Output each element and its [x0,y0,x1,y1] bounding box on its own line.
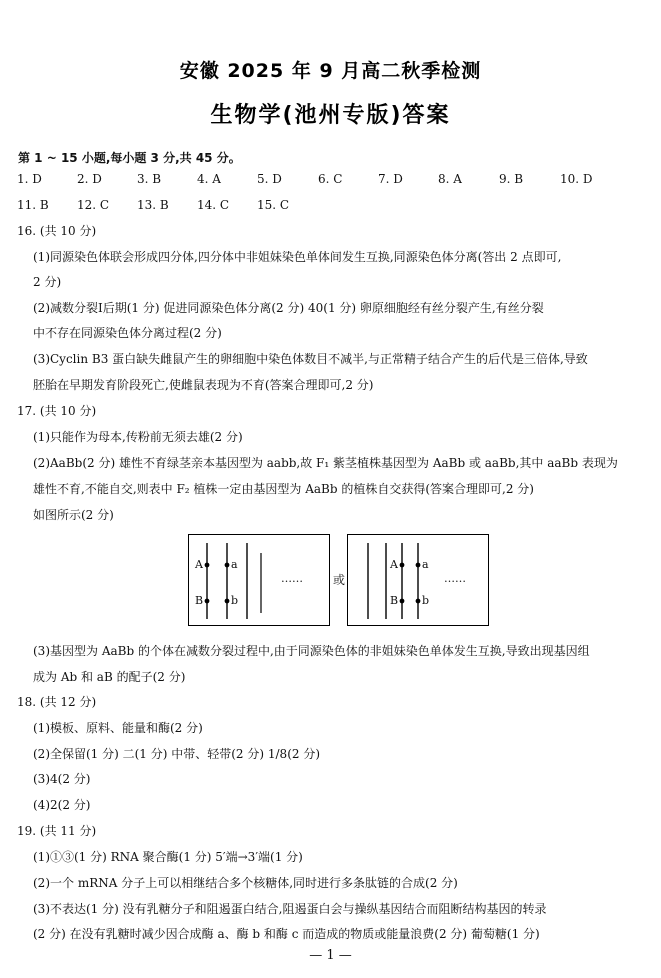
allele-label-A: A [390,558,398,571]
allele-label-a: a [231,558,238,571]
page-subtitle: 生物学(池州专版)答案 [210,103,451,128]
q16-line: (1)同源染色体联会形成四分体,四分体中非姐妹染色单体间发生互换,同源染色体分离(答出 2 点即可, [33,250,562,264]
q18-line: (1)模板、原料、能量和酶(2 分) [33,721,203,735]
choice-answer: 4. A [197,172,221,186]
q16-line: (3)Cyclin B3 蛋白缺失雌鼠产生的卵细胞中染色体数目不减半,与正常精子结合产生的后代是三倍体,导致 [33,352,588,366]
allele-label-B: B [195,594,204,607]
choice-answer: 9. B [499,172,524,186]
q17-line: 如图所示(2 分) [33,508,114,522]
q19-line: (1)①③(1 分) RNA 聚合酶(1 分) 5′端→3′端(1 分) [33,850,303,864]
choice-answer: 14. C [197,198,230,212]
choice-answer: 15. C [257,198,290,212]
q18-heading: 18. (共 12 分) [17,695,97,709]
choice-answer: 8. A [438,172,462,186]
choice-intro: 第 1 ~ 15 小题,每小题 3 分,共 45 分。 [18,151,241,165]
q16-line: (2)减数分裂Ⅰ后期(1 分) 促进同源染色体分离(2 分) 40(1 分) 卵原细胞经有丝分裂产生,有丝分裂 [33,301,544,315]
q17-line: (3)基因型为 AaBb 的个体在减数分裂过程中,由于同源染色体的非姐妹染色单体发生互换,导致出现基因组 [33,644,590,658]
allele-label-b: b [422,594,430,607]
q19-line: (2)一个 mRNA 分子上可以相继结合多个核糖体,同时进行多条肽链的合成(2 分) [33,876,458,890]
chromosome-diagram-right [347,534,489,626]
q17-line: 成为 Ab 和 aB 的配子(2 分) [33,670,186,684]
q18-line: (3)4(2 分) [33,772,91,786]
q18-line: (2)全保留(1 分) 二(1 分) 中带、轻带(2 分) 1/8(2 分) [33,747,321,761]
q19-heading: 19. (共 11 分) [17,824,97,838]
q18-line: (4)2(2 分) [33,798,91,812]
page-number: — 1 — [309,948,352,963]
choice-answer: 12. C [77,198,110,212]
q16-heading: 16. (共 10 分) [17,224,97,238]
choice-answer: 3. B [137,172,162,186]
q16-line: 2 分) [33,275,62,289]
ellipsis: …… [444,572,466,585]
choice-answer: 10. D [560,172,593,186]
allele-label-A: A [195,558,203,571]
or-label: 或 [333,573,346,587]
choice-answer: 11. B [17,198,49,212]
q17-line: 雄性不育,不能自交,则表中 F₂ 植株一定由基因型为 AaBb 的植株自交获得(答案合理即可,2 分) [33,482,534,496]
q16-line: 中不存在同源染色体分离过程(2 分) [33,326,222,340]
q19-line: (3)不表达(1 分) 没有乳糖分子和阻遏蛋白结合,阻遏蛋白会与操纵基因结合而阻断结构基因的转录 [33,902,547,916]
allele-label-b: b [231,594,239,607]
chromosome-diagram-left [188,534,330,626]
chromosome-lines [189,535,331,627]
allele-label-B: B [390,594,399,607]
page-title: 安徽 2025 年 9 月高二秋季检测 [179,60,482,82]
q19-line: (2 分) 在没有乳糖时减少因合成酶 a、酶 b 和酶 c 而造成的物质或能量浪费(2 分) 葡萄糖(1 分) [33,927,540,941]
choice-answer: 5. D [257,172,282,186]
ellipsis: …… [281,572,303,585]
choice-answer: 6. C [318,172,343,186]
chromosome-lines [348,535,490,627]
allele-label-a: a [422,558,429,571]
choice-answer: 13. B [137,198,169,212]
choice-answer: 1. D [17,172,42,186]
q17-heading: 17. (共 10 分) [17,404,97,418]
q17-line: (2)AaBb(2 分) 雄性不育绿茎亲本基因型为 aabb,故 F₁ 紫茎植株基因型为 AaBb 或 aaBb,其中 aaBb 表现为 [33,456,618,470]
q16-line: 胚胎在早期发育阶段死亡,使雌鼠表现为不育(答案合理即可,2 分) [33,378,374,392]
q17-line: (1)只能作为母本,传粉前无须去雄(2 分) [33,430,243,444]
choice-answer: 2. D [77,172,102,186]
choice-answer: 7. D [378,172,403,186]
